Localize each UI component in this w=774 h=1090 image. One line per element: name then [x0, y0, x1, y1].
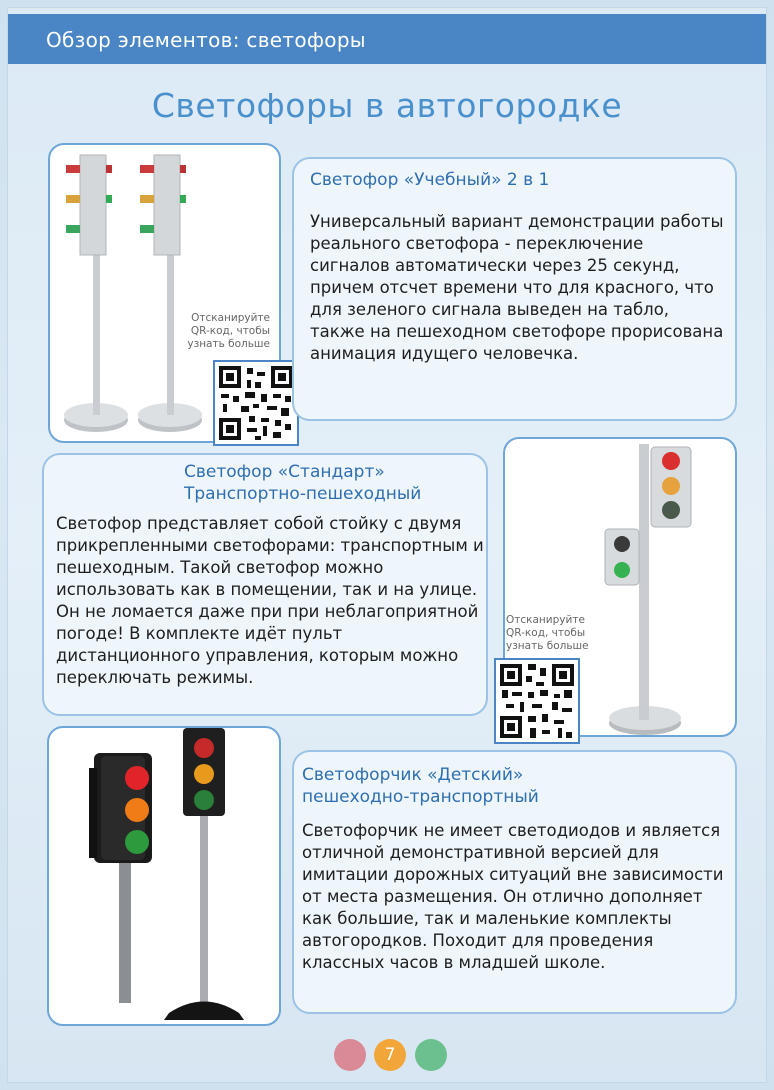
pagination-dot-green[interactable] — [415, 1039, 447, 1071]
product-title-line2: пешеходно-транспортный — [302, 787, 539, 807]
traffic-light-left — [64, 155, 128, 432]
product-description: Универсальный вариант демонстрации работы реального светофора - переключение сигналов автоматически через 25 секунд, причем отсчет времени что для красного, что для зеленого сигнала выведен на табло, также на пешеходном светофоре прорисована анимация идущего человечка. — [310, 212, 724, 363]
qr-caption-2: Отсканируйте QR-код, чтобы узнать больше — [506, 614, 589, 652]
product-card-uchebny — [292, 157, 737, 421]
pagination-dot-red[interactable] — [334, 1039, 366, 1071]
product-title: Светофор «Учебный» 2 в 1 — [310, 170, 550, 190]
product-description: Светофор представляет собой стойку с двумя прикрепленными светофорами: транспортным и пешеходным. Такой светофор можно использовать как в помещении, так и на улице. Он не ломается даже при при неблагоприятной погоде! В комплекте идёт пульт дистанционного управления, которым можно переключать режимы. — [56, 514, 484, 687]
page-title: Светофоры в автогородке — [151, 86, 623, 125]
page-number[interactable]: 7 — [374, 1039, 406, 1071]
section-title: Обзор элементов: светофоры — [46, 28, 366, 52]
traffic-light-big — [89, 753, 152, 1003]
product-card-detsky — [292, 750, 737, 1014]
traffic-light-detsky-illustration — [49, 728, 281, 1026]
product-title-line2: Транспортно-пешеходный — [184, 484, 422, 504]
product-title-line1: Светофор «Стандарт» — [184, 462, 385, 482]
product-card-standart — [42, 453, 488, 716]
qr-code-2[interactable] — [494, 658, 580, 744]
qr-caption-1: Отсканируйте QR-код, чтобы узнать больше — [187, 312, 270, 350]
qr-code-1[interactable] — [213, 360, 299, 446]
traffic-light-small — [164, 728, 244, 1020]
product-title-line1: Светофорчик «Детский» — [302, 765, 524, 785]
qr-code-icon — [496, 660, 578, 742]
section-header — [8, 14, 766, 64]
product-image-detsky — [47, 726, 281, 1026]
traffic-light-right — [138, 155, 202, 432]
product-description: Светофорчик не имеет светодиодов и является отличной демонстративной версией для имитации дорожных ситуаций вне зависимости от места размещения. Он отлично дополняет как большие, так и маленькие комплекты автогородков. Походит для проведения классных часов в младшей школе. — [302, 821, 724, 972]
qr-code-icon — [215, 362, 297, 444]
